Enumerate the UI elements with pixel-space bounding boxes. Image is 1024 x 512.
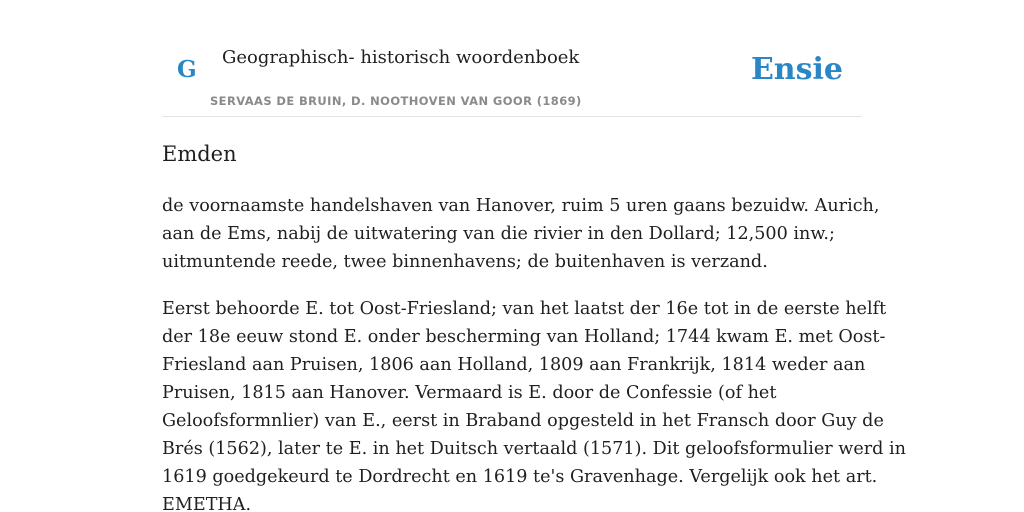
entry-paragraph-1 bbox=[162, 192, 880, 276]
paragraph-line: der 18e eeuw stond E. onder bescherming van Holland; 1744 kwam E. met Oost- bbox=[162, 327, 886, 347]
book-header bbox=[162, 0, 862, 117]
entry-paragraph-2 bbox=[162, 295, 906, 512]
book-title-link[interactable]: Geographisch- historisch woordenboek bbox=[222, 47, 580, 68]
book-logo-icon[interactable]: G bbox=[177, 56, 197, 83]
paragraph-line: Pruisen, 1815 aan Hanover. Vermaard is E. door de Confessie (of het bbox=[162, 383, 777, 403]
ensie-logo-link[interactable]: Ensie bbox=[750, 52, 843, 87]
paragraph-line: aan de Ems, nabij de uitwatering van die rivier in den Dollard; 12,500 inw.; bbox=[162, 224, 835, 244]
paragraph-line: Friesland aan Pruisen, 1806 aan Holland, 1809 aan Frankrijk, 1814 weder aan bbox=[162, 355, 866, 375]
book-authors: SERVAAS DE BRUIN, D. NOOTHOVEN VAN GOOR (1869) bbox=[210, 94, 582, 108]
paragraph-line: uitmuntende reede, twee binnenhavens; de buitenhaven is verzand. bbox=[162, 252, 768, 272]
paragraph-line: Geloofsformnlier) van E., eerst in Braband opgesteld in het Fransch door Guy de bbox=[162, 411, 884, 431]
paragraph-line: EMETHA. bbox=[162, 495, 252, 512]
entry-title: Emden bbox=[162, 142, 237, 166]
paragraph-line: de voornaamste handelshaven van Hanover, ruim 5 uren gaans bezuidw. Aurich, bbox=[162, 196, 880, 216]
paragraph-line: 1619 goedgekeurd te Dordrecht en 1619 te's Gravenhage. Vergelijk ook het art. bbox=[162, 467, 878, 487]
paragraph-line: Eerst behoorde E. tot Oost-Friesland; van het laatst der 16e tot in de eerste helft bbox=[162, 299, 887, 319]
paragraph-line: Brés (1562), later te E. in het Duitsch vertaald (1571). Dit geloofsformulier werd in bbox=[162, 439, 906, 459]
